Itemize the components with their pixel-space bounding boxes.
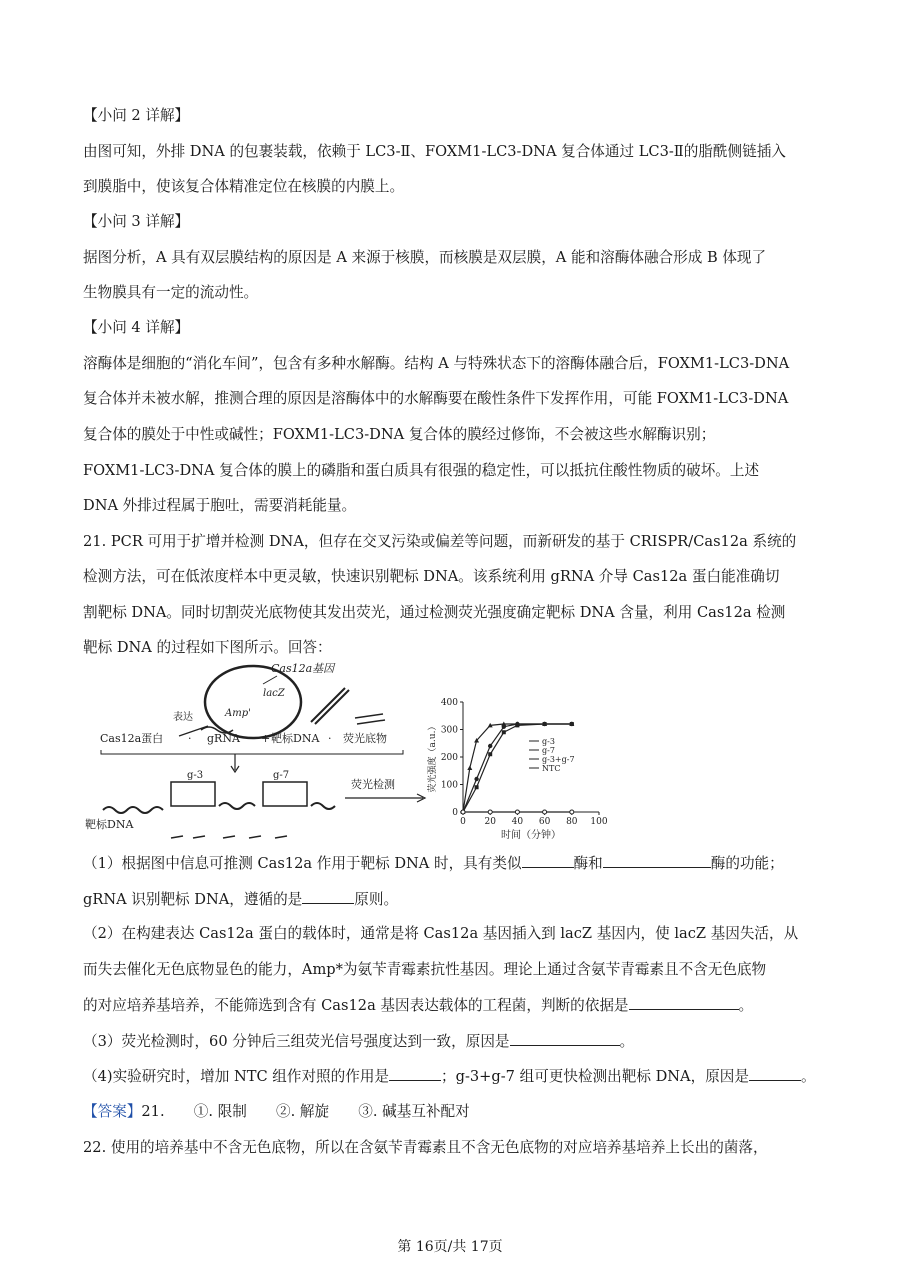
data-point [488, 752, 492, 756]
answer-blank-6[interactable] [389, 1066, 441, 1081]
question-2-line [83, 995, 753, 1016]
legend-entry: NTC [542, 764, 561, 773]
answer-blank-4[interactable] [629, 995, 739, 1010]
plus-separator: + [261, 732, 271, 745]
paragraph-line: 到膜脂中，使该复合体精准定位在核膜的内膜上。 [83, 178, 405, 195]
answer-text: 21. ①. 限制 ②. 解旋 ③. 碱基互补配对 [141, 1103, 470, 1120]
legend-entry: g-3+g-7 [542, 755, 575, 764]
x-tick-label: 0 [460, 817, 466, 827]
paragraph-line: 溶酶体是细胞的“消化车间”，包含有多种水解酶。结构 A 与特殊状态下的溶酶体融合后，FOXM1-LC3-DNA [83, 355, 790, 372]
section-heading-q2: 【小问 2 详解】 [83, 107, 190, 124]
grna-label: gRNA [207, 732, 240, 745]
express-arrow [179, 726, 208, 736]
legend-entry: g-7 [542, 746, 555, 755]
x-axis-label: 时间（分钟） [501, 830, 561, 841]
dot-separator: · [328, 732, 332, 745]
question-text: gRNA 识别靶标 DNA，遵循的是 [83, 891, 303, 908]
question-text: 的对应培养基培养，不能筛选到含有 Cas12a 基因表达载体的工程菌，判断的依据是 [83, 997, 629, 1014]
answer-blank-3[interactable] [302, 889, 354, 904]
data-point [475, 785, 479, 789]
fluorescence-detection-label: 荧光检测 [351, 778, 395, 791]
question-text: 。 [738, 997, 754, 1014]
y-tick-label: 0 [452, 808, 458, 818]
data-point [543, 810, 547, 814]
paragraph-line: 由图可知，外排 DNA 的包裹装载，依赖于 LC3-Ⅱ、FOXM1-LC3-DNA 复合体通过 LC3-Ⅱ的脂酰侧链插入 [83, 143, 786, 160]
answer-blank-1[interactable] [522, 853, 574, 868]
answer-blank-5[interactable] [510, 1031, 620, 1046]
page-footer: 第 16页/共 17页 [397, 1239, 503, 1255]
dna-helix-icon [311, 688, 349, 724]
question-1-line [83, 889, 398, 910]
y-axis-label: 荧光强度（a.u.） [428, 721, 438, 793]
question-text: 原则。 [354, 891, 399, 908]
paragraph-line: 复合体的膜处于中性或碱性；FOXM1-LC3-DNA 复合体的膜经过修饰，不会被这些水解酶识别； [83, 426, 716, 443]
question-text: （1）根据图中信息可推测 Cas12a 作用于靶标 DNA 时，具有类似 [83, 855, 522, 872]
answer-line [83, 1102, 470, 1122]
amp-label: Amp' [225, 708, 251, 719]
question-text: ；g-3+g-7 组可更快检测出靶标 DNA，原因是 [441, 1068, 749, 1085]
fluorescent-substrate-label: 荧光底物 [343, 732, 387, 745]
cas12a-protein-label: Cas12a蛋白 [100, 732, 164, 745]
question-2-line: （2）在构建表达 Cas12a 蛋白的载体时，通常是将 Cas12a 基因插入到 lacZ 基因内，使 lacZ 基因失活，从 [83, 925, 799, 942]
g3-label: g-3 [187, 770, 204, 781]
data-point [570, 810, 574, 814]
data-point [502, 730, 506, 734]
dot-separator: · [188, 732, 192, 745]
cas12a-gene-label: Cas12a基因 [271, 662, 335, 675]
lacz-label: lacZ [263, 688, 285, 699]
data-point [488, 744, 492, 748]
paragraph-line: DNA 外排过程属于胞吐，需要消耗能量。 [83, 497, 357, 514]
paragraph-line: FOXM1-LC3-DNA 复合体的膜上的磷脂和蛋白质具有很强的稳定性，可以抵抗住酸性物质的破坏。上述 [83, 462, 760, 479]
x-tick-label: 100 [590, 817, 608, 827]
question-1-line [83, 853, 784, 874]
data-point [515, 810, 519, 814]
target-dna-label: 靶标DNA [271, 732, 320, 745]
y-tick-label: 300 [440, 725, 458, 736]
question-text: 酶的功能； [710, 855, 784, 872]
express-label: 表达 [173, 712, 193, 723]
question-text: 。 [800, 1068, 816, 1085]
question-21-line: 检测方法，可在低浓度样本中更灵敏，快速识别靶标 DNA。该系统利用 gRNA 介导 Cas12a 蛋白能准确切 [83, 568, 780, 585]
data-point [467, 766, 472, 771]
paragraph-line: 据图分析，A 具有双层膜结构的原因是 A 来源于核膜，而核膜是双层膜，A 能和溶酶体融合形成 B 体现了 [83, 249, 767, 266]
x-tick-label: 80 [566, 817, 578, 827]
diagram [85, 662, 425, 838]
question-2-line: 而失去催化无色底物显色的能力，Amp*为氨苄青霉素抗性基因。理论上通过含氨苄青霉素且不含无色底物 [83, 961, 767, 978]
x-tick-label: 60 [538, 817, 551, 827]
section-heading-q4: 【小问 4 详解】 [83, 319, 190, 336]
question-21-line: 割靶标 DNA。同时切割荧光底物使其发出荧光，通过检测荧光强度确定靶标 DNA 含量，利用 Cas12a 检测 [83, 604, 786, 621]
gene-pointer [263, 676, 277, 684]
question-text: 酶和 [573, 855, 603, 872]
data-point [474, 777, 478, 781]
cleaved-fragments [171, 836, 287, 838]
y-tick-label: 100 [440, 780, 458, 791]
paragraph-line: 生物膜具有一定的流动性。 [83, 284, 259, 301]
question-3-line [83, 1031, 634, 1052]
question-21-line: 21. PCR 可用于扩增并检测 DNA，但存在交叉污染或偏差等问题，而新研发的基于 CRISPR/Cas12a 系统的 [83, 533, 797, 550]
substrate-icon [355, 714, 385, 724]
data-point [488, 810, 492, 814]
question-text: （4)实验研究时，增加 NTC 组作对照的作用是 [83, 1068, 390, 1085]
g7-label: g-7 [273, 770, 290, 781]
question-text: （3）荧光检测时，60 分钟后三组荧光信号强度达到一致，原因是 [83, 1033, 510, 1050]
bracket [101, 750, 403, 754]
answer-blank-2[interactable] [603, 853, 711, 868]
y-tick-label: 400 [440, 698, 458, 708]
answer-tag: 【答案】 [83, 1103, 142, 1120]
y-tick-label: 200 [440, 753, 458, 763]
fluorescence-chart [426, 698, 608, 841]
plasmid-icon [205, 666, 301, 738]
legend-entry: g-3 [542, 737, 555, 746]
cas12a-figure [83, 660, 623, 860]
question-4-line [83, 1066, 816, 1087]
data-point [461, 810, 465, 814]
x-tick-label: 40 [511, 817, 524, 827]
paragraph-line: 复合体并未被水解，推测合理的原因是溶酶体中的水解酶要在酸性条件下发挥作用，可能 FOXM1-LC3-DNA [83, 390, 789, 407]
question-21-line: 靶标 DNA 的过程如下图所示。回答： [83, 639, 332, 656]
target-dna-strand [103, 782, 335, 813]
question-text: 。 [619, 1033, 635, 1050]
x-tick-label: 20 [484, 817, 496, 827]
section-heading-q3: 【小问 3 详解】 [83, 213, 190, 230]
question-22-line: 22. 使用的培养基中不含无色底物，所以在含氨苄青霉素且不含无色底物的对应培养基培养上长出的菌落， [83, 1139, 768, 1156]
target-dna-label-2: 靶标DNA [85, 818, 134, 831]
answer-blank-7[interactable] [749, 1066, 801, 1081]
